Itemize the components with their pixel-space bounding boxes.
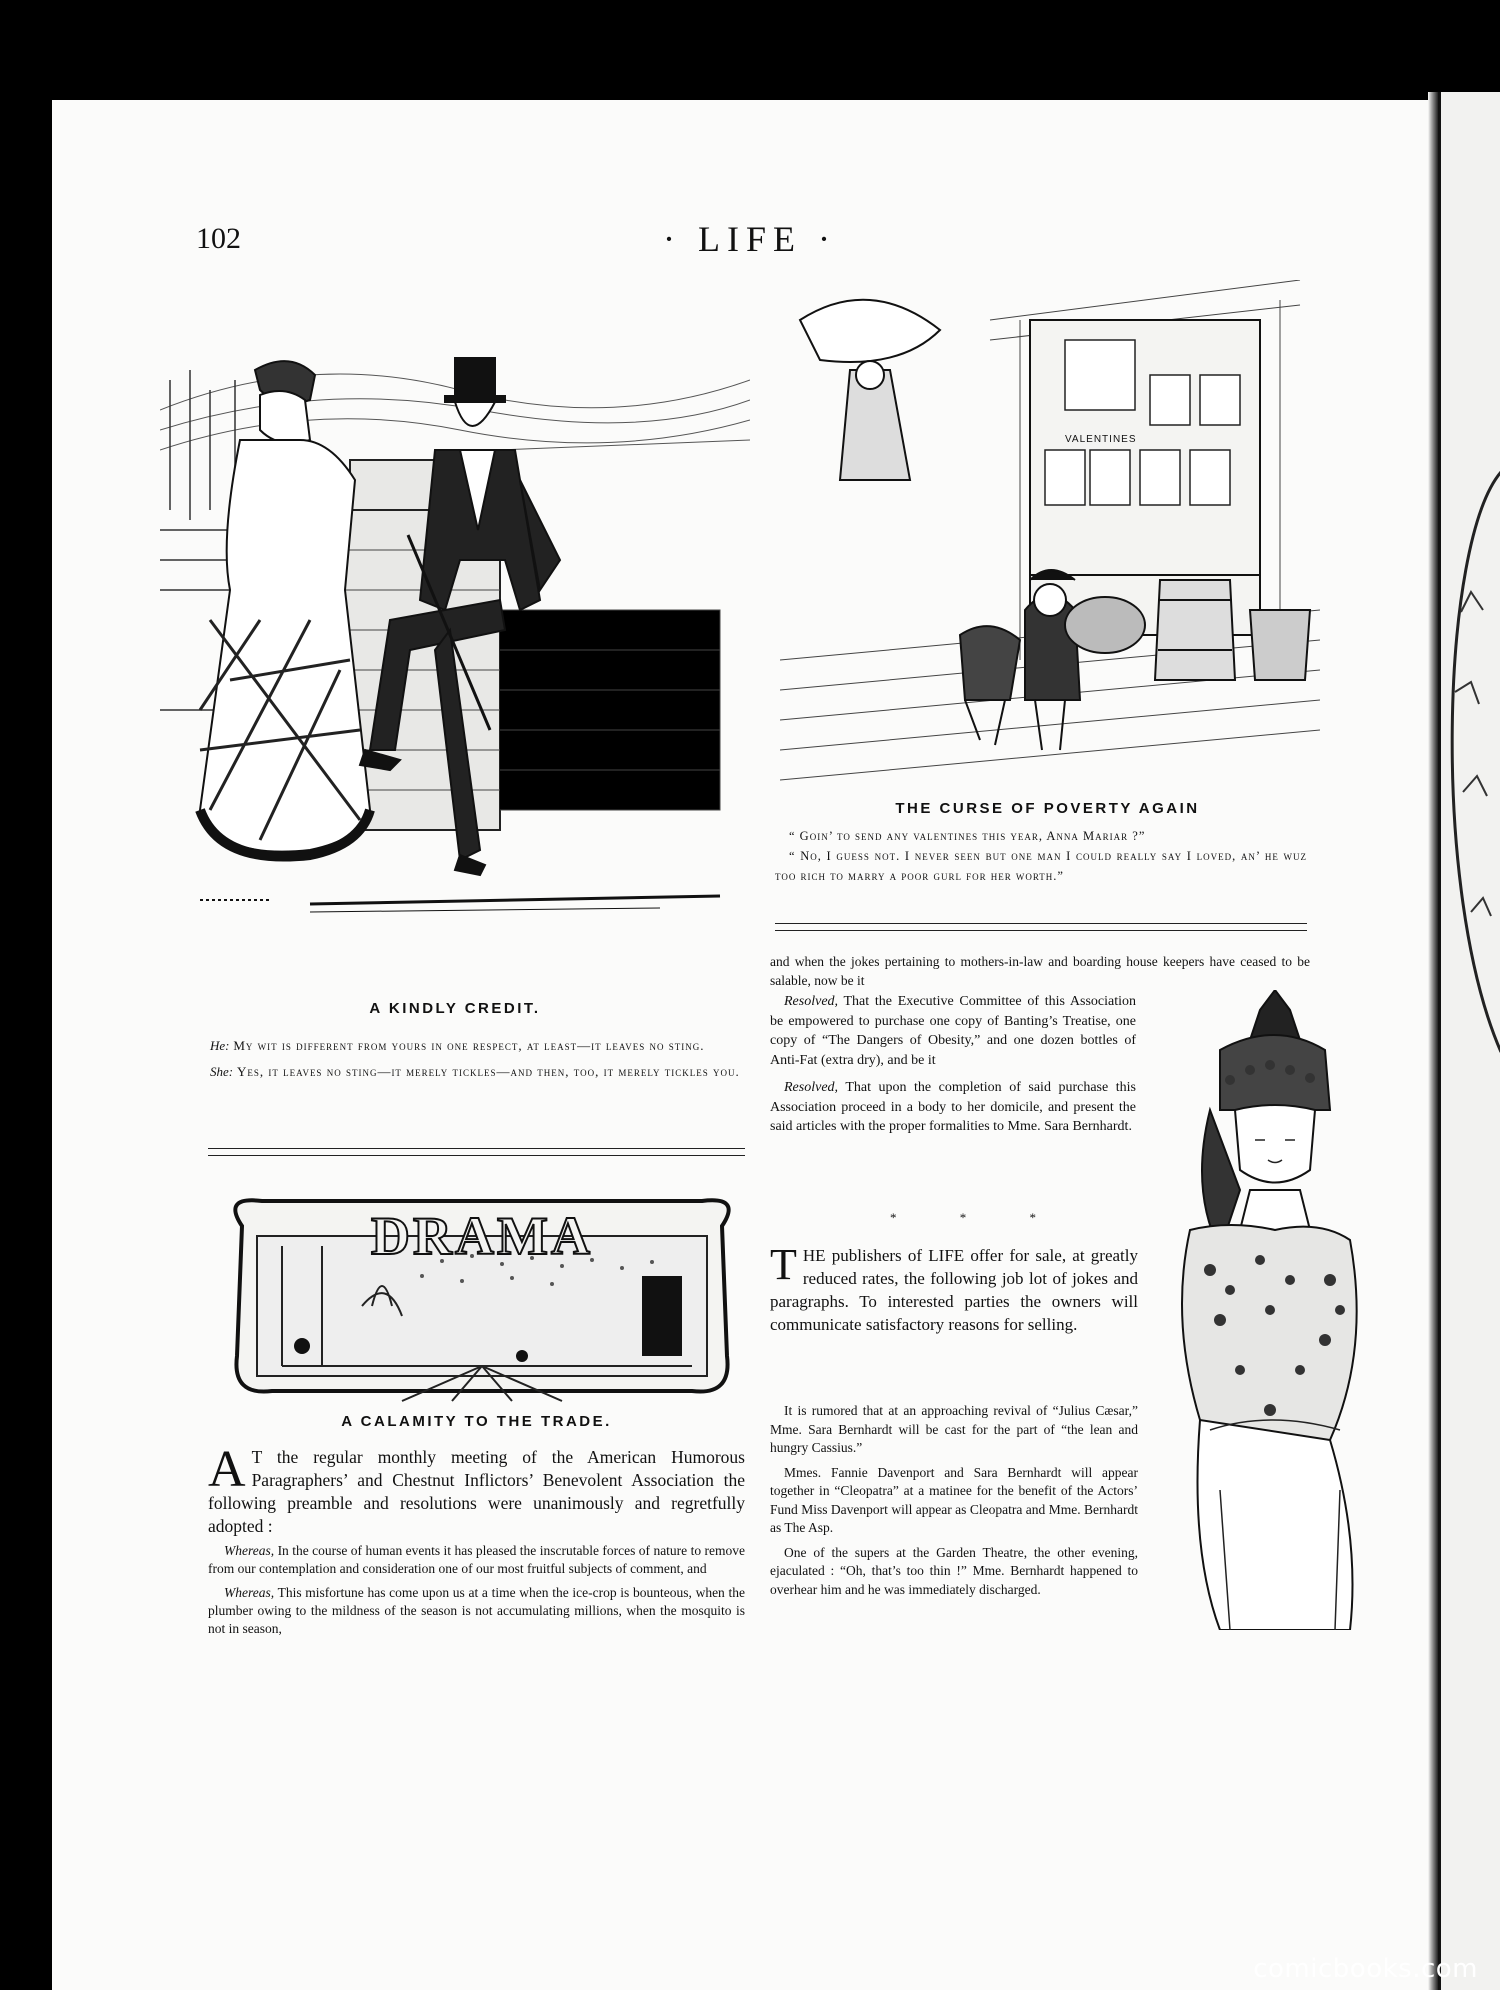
publishers-text: HE publishers of LIFE offer for sale, at greatly reduced rates, the following job lot of jokes and paragraphs. To interested parties the owners will communicate satisfactory reasons for selling. bbox=[770, 1246, 1138, 1334]
whereas-2 bbox=[208, 1584, 745, 1638]
bernhardt-paragraphs bbox=[770, 1402, 1138, 1605]
valentines-sign: VALENTINES bbox=[1065, 434, 1137, 445]
publishers-notice bbox=[770, 1240, 1138, 1336]
whereas-2-label: Whereas, bbox=[224, 1585, 275, 1600]
dialog-line-she bbox=[210, 1062, 745, 1082]
whereas-block bbox=[208, 1542, 745, 1644]
dialog-line-1: “ Goin’ to send any valentines this year, Anna Mariar ?” bbox=[789, 829, 1146, 843]
dialog-line-2: “ No, I guess not. I never seen but one man I could really say I loved, an’ he wuz too rich to marry a poor gurl for her worth.” bbox=[775, 849, 1307, 883]
curse-of-poverty-title: THE CURSE OF POVERTY AGAIN bbox=[895, 800, 1200, 817]
paragraph-3: One of the supers at the Garden Theatre, the other evening, ejaculated : “Oh, that’s too thin !” Mme. Bernhardt happened to overhear him and he was immediately discharged. bbox=[770, 1544, 1138, 1597]
rule-left bbox=[208, 1148, 745, 1156]
section-stars: * * * bbox=[890, 1210, 1066, 1225]
speaker-she: She: bbox=[210, 1064, 234, 1079]
kindly-credit-dialog bbox=[210, 1036, 745, 1082]
dialog-text-she: Yes, it leaves no sting—it merely tickles—and then, too, it merely tickles you. bbox=[236, 1064, 740, 1079]
spine-shadow bbox=[1428, 92, 1438, 1990]
publishers-dropcap: T bbox=[770, 1240, 797, 1289]
continuation-text: and when the jokes pertaining to mothers-in-law and boarding house keepers have ceased to be salable, now be it bbox=[770, 954, 1310, 988]
curse-of-poverty-illustration bbox=[780, 280, 1320, 790]
paragraph-1: It is rumored that at an approaching revival of “Julius Cæsar,” Mme. Sara Bernhardt will be cast for the part of “the lean and hungry Cassius.” bbox=[770, 1403, 1138, 1455]
resolved-1 bbox=[770, 992, 1136, 1070]
speaker-he: He: bbox=[210, 1038, 230, 1053]
dialog-text-he: My wit is different from yours in one respect, at least—it leaves no sting. bbox=[233, 1038, 705, 1053]
drama-intro bbox=[208, 1441, 745, 1538]
magazine-title: · LIFE · bbox=[663, 219, 837, 259]
calamity-title: A CALAMITY TO THE TRADE. bbox=[341, 1413, 612, 1430]
intro-text: T the regular monthly meeting of the American Humorous Paragraphers’ and Chestnut Inflictors’ Benevolent Association the following preamble and resolutions were unanimously and regretfully adopted : bbox=[208, 1447, 745, 1536]
watermark: comicbooks.com bbox=[1253, 1954, 1478, 1984]
dialog-line-he bbox=[210, 1036, 745, 1056]
whereas-2-text: This misfortune has come upon us at a time when the ice-crop is bounteous, when the plumber owing to the mildness of the season is not accumulating millions, when the mosquito is not in season, bbox=[208, 1585, 745, 1636]
resolved-2-label: Resolved, bbox=[784, 1080, 839, 1095]
curse-of-poverty-dialog bbox=[775, 826, 1307, 886]
page-number: 102 bbox=[196, 222, 241, 255]
drama-banner bbox=[222, 1186, 742, 1406]
resolved-1-label: Resolved, bbox=[784, 994, 839, 1009]
whereas-1 bbox=[208, 1542, 745, 1578]
intro-dropcap: A bbox=[208, 1441, 246, 1498]
paragraph-2: Mmes. Fannie Davenport and Sara Bernhardt will appear together in “Cleopatra” at a matinee for the benefit of the Actors’ Fund Miss Davenport will appear as Cleopatra and Mme. Bernhardt as The Asp. bbox=[770, 1464, 1138, 1535]
rule-right bbox=[775, 923, 1307, 931]
resolved-1-text: That the Executive Committee of this Association be empowered to purchase one copy of Banting’s Treatise, one copy of “The Dangers of Obesity,” and one dozen bottles of Anti-Fat (extra dry), and be it bbox=[770, 994, 1136, 1068]
kindly-credit-title: A KINDLY CREDIT. bbox=[369, 1000, 541, 1017]
next-page-illustration bbox=[1441, 92, 1500, 1990]
bernhardt-illustration bbox=[1150, 990, 1390, 1630]
whereas-1-label: Whereas, bbox=[224, 1543, 275, 1558]
resolved-block bbox=[770, 992, 1136, 1143]
resolved-2 bbox=[770, 1078, 1136, 1137]
kindly-credit-illustration bbox=[160, 290, 750, 920]
whereas-1-text: In the course of human events it has pleased the inscrutable forces of nature to remove from our contemplation and consideration one of our most fruitful subjects of comment, and bbox=[208, 1543, 746, 1576]
drama-banner-text: DRAMA bbox=[371, 1206, 593, 1266]
next-page-edge bbox=[1438, 92, 1500, 1990]
resolved-2-text: That upon the completion of said purchase this Association proceed in a body to her domicile, and present the said articles with the proper formalities to Mme. Sara Bernhardt. bbox=[770, 1080, 1136, 1134]
